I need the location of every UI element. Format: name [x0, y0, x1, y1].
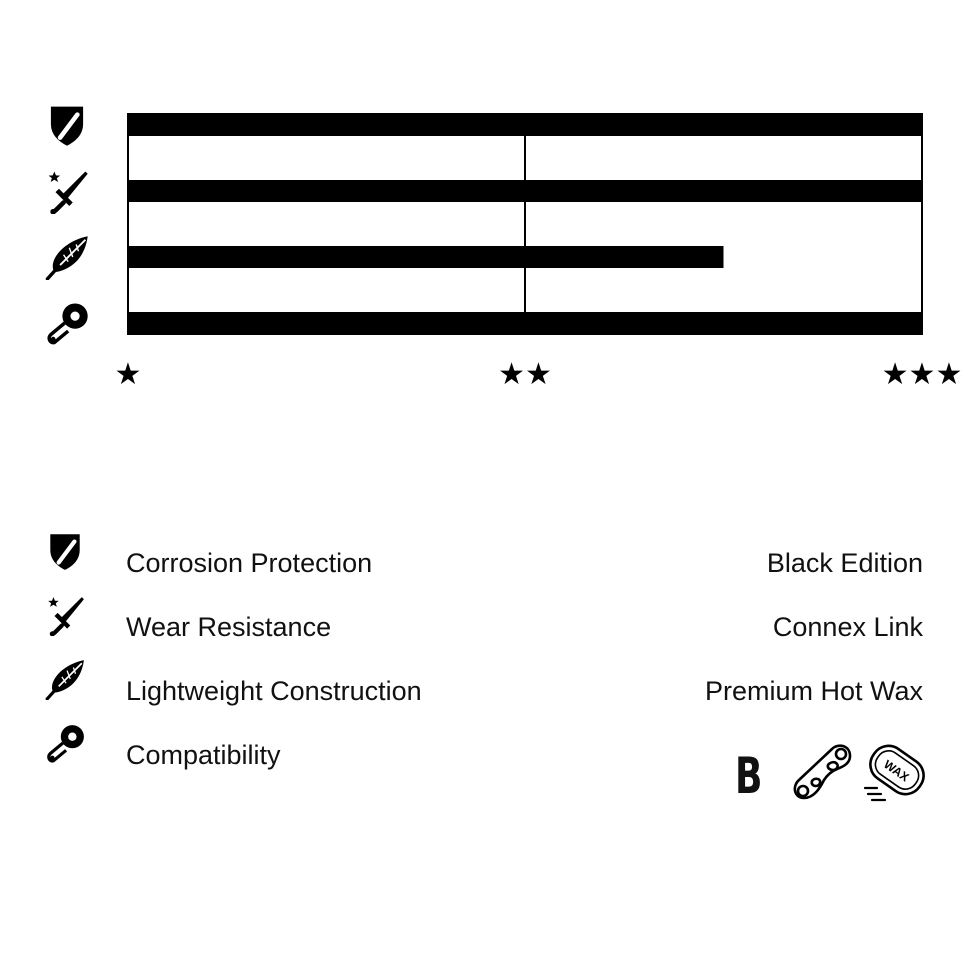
brand-b-logo: B — [735, 747, 763, 805]
sword-icon — [44, 594, 86, 636]
feather-icon — [44, 658, 86, 700]
feature-row-lightweight — [0, 658, 980, 722]
shield-icon — [51, 107, 83, 146]
x-tick-label: ★ — [114, 357, 142, 392]
x-tick-label: ★★★ — [881, 357, 963, 392]
feature-label: Corrosion Protection — [126, 548, 373, 578]
feature-label: Wear Resistance — [126, 612, 332, 642]
rating-chart — [0, 0, 980, 420]
bar — [128, 246, 724, 268]
feather-icon — [47, 236, 87, 279]
shield-icon — [44, 530, 86, 572]
wax-label: WAX — [881, 757, 912, 785]
feature-label: Compatibility — [126, 740, 281, 770]
feature-note: Connex Link — [772, 612, 923, 642]
bar — [128, 114, 922, 136]
feature-note: Black Edition — [766, 548, 923, 578]
chain-link-icon — [790, 740, 854, 804]
chain-icon — [49, 303, 87, 342]
feature-row-wear — [0, 594, 980, 658]
bar — [128, 180, 922, 202]
feature-note: Premium Hot Wax — [704, 676, 923, 706]
wax-badge-icon — [863, 740, 927, 804]
badge-row — [735, 740, 930, 806]
feature-label: Lightweight Construction — [126, 676, 422, 706]
sword-icon — [49, 171, 88, 214]
feature-row-corrosion — [0, 530, 980, 594]
bar — [128, 312, 922, 334]
chain-icon — [44, 722, 86, 764]
x-tick-label: ★★ — [498, 357, 552, 392]
